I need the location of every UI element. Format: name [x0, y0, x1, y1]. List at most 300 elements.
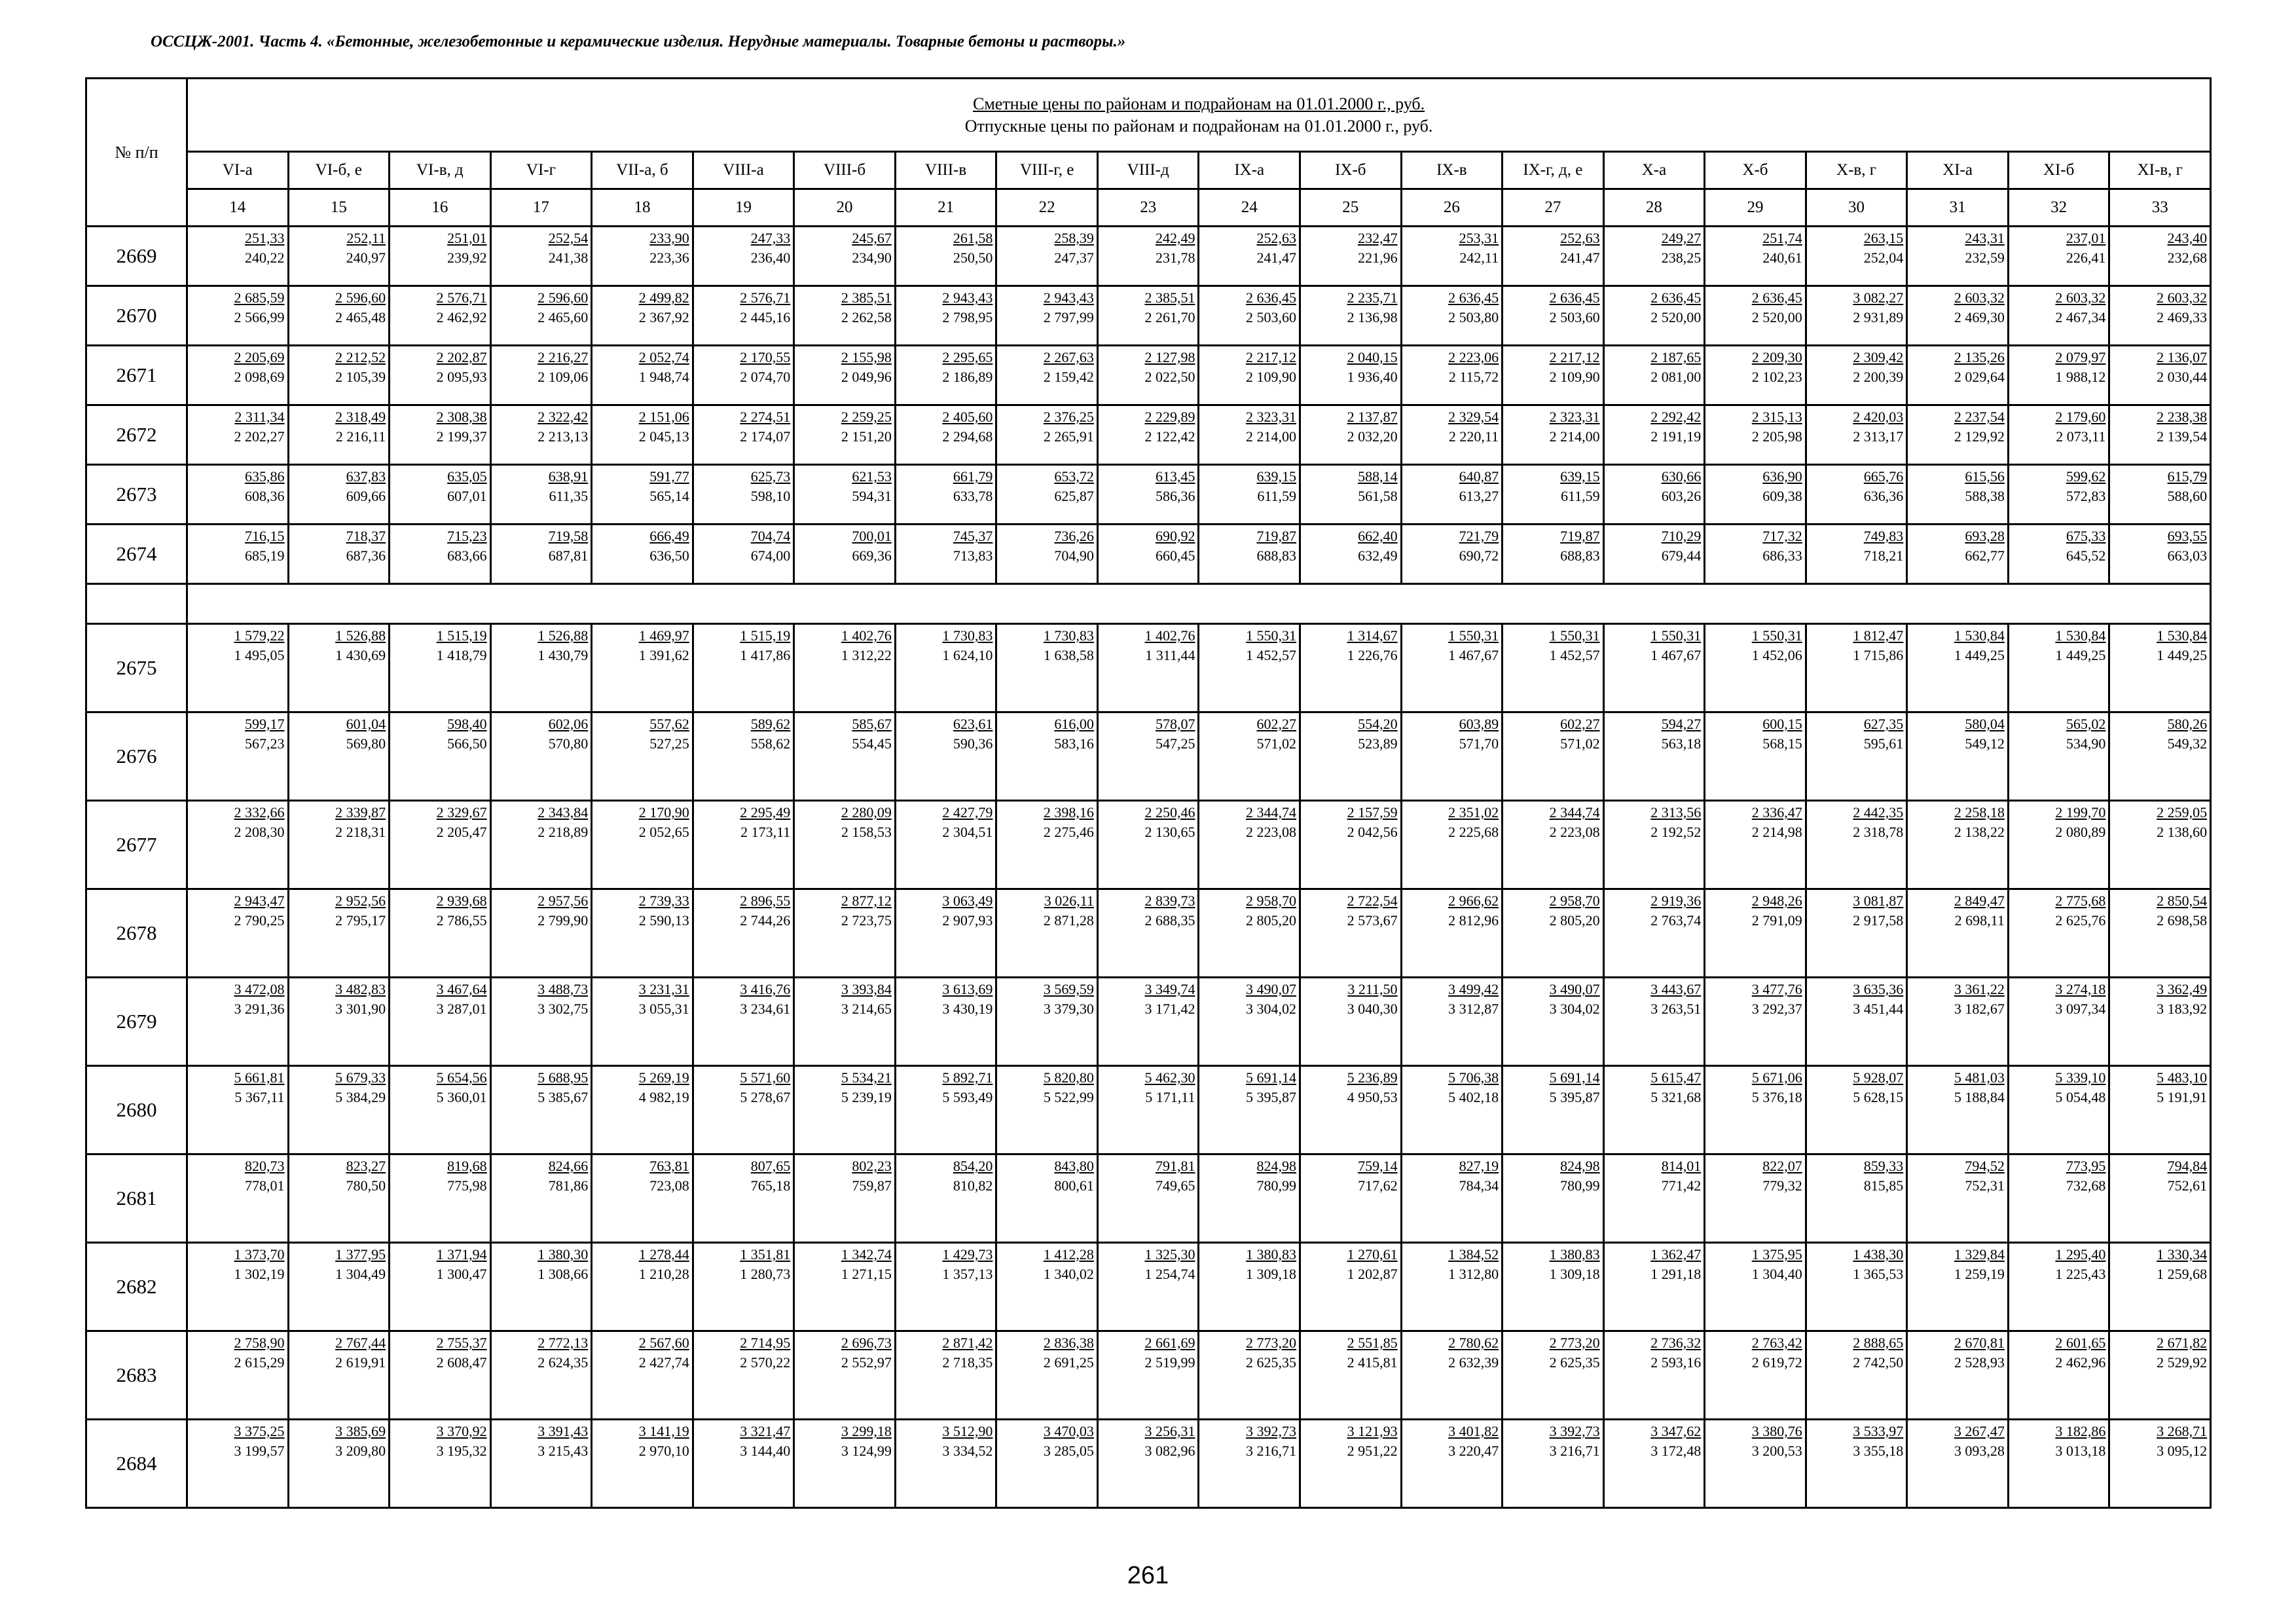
estimate-price: 2 170,90	[638, 804, 689, 821]
estimate-price: 2 836,38	[1043, 1335, 1094, 1351]
column-number: 24	[1199, 189, 1300, 227]
price-cell	[1300, 346, 1402, 405]
price-cell	[1806, 346, 1907, 405]
release-price: 636,50	[649, 547, 689, 564]
release-price: 636,36	[1863, 488, 1904, 504]
price-cell	[1907, 1154, 2009, 1243]
estimate-price: 3 211,50	[1347, 981, 1398, 997]
release-price: 2 469,30	[1954, 309, 2005, 325]
price-cell	[1300, 525, 1402, 584]
estimate-price: 3 490,07	[1549, 981, 1600, 997]
estimate-price: 2 295,65	[942, 349, 993, 365]
estimate-price: 2 209,30	[1751, 349, 1802, 365]
estimate-price: 718,37	[346, 528, 386, 544]
column-number: 23	[1097, 189, 1199, 227]
estimate-price: 1 526,88	[335, 627, 386, 644]
price-cell	[1097, 286, 1199, 346]
release-price: 2 698,58	[2157, 912, 2208, 929]
release-price: 2 205,98	[1751, 428, 1802, 445]
district-header: IX-в	[1401, 152, 1503, 189]
price-cell	[1907, 405, 2009, 465]
release-price: 2 220,11	[1448, 428, 1499, 445]
release-price: 5 593,49	[942, 1089, 993, 1105]
release-price: 633,78	[953, 488, 993, 504]
estimate-price: 602,27	[1256, 716, 1297, 732]
price-cell	[1401, 801, 1503, 889]
price-cell	[693, 1066, 794, 1154]
price-cell	[1503, 889, 1604, 978]
price-cell	[2109, 801, 2211, 889]
price-cell	[1097, 405, 1199, 465]
release-price: 779,32	[1762, 1177, 1802, 1194]
estimate-price: 3 416,76	[740, 981, 791, 997]
release-price: 236,40	[750, 249, 791, 266]
estimate-price: 2 551,85	[1347, 1335, 1398, 1351]
estimate-price: 637,83	[346, 468, 386, 485]
price-cell	[1806, 624, 1907, 712]
estimate-price: 3 488,73	[538, 981, 589, 997]
release-price: 3 144,40	[740, 1443, 791, 1459]
price-cell	[1097, 465, 1199, 525]
price-cell	[1503, 525, 1604, 584]
estimate-price: 3 470,03	[1043, 1423, 1094, 1439]
estimate-price: 5 679,33	[335, 1069, 386, 1086]
release-price: 231,78	[1155, 249, 1195, 266]
release-price: 2 462,92	[436, 309, 487, 325]
estimate-price: 2 888,65	[1853, 1335, 1904, 1351]
estimate-price: 639,15	[1560, 468, 1600, 485]
document-header: ОССЦЖ-2001. Часть 4. «Бетонные, железобетонные и керамические изделия. Нерудные материалы. Товарные бетоны и растворы.»	[151, 33, 1126, 50]
release-price: 2 917,58	[1853, 912, 1904, 929]
column-number: 17	[490, 189, 592, 227]
price-cell	[895, 405, 996, 465]
release-price: 2 045,13	[638, 428, 689, 445]
price-cell	[996, 801, 1098, 889]
estimate-price: 251,74	[1762, 230, 1802, 246]
release-price: 2 907,93	[942, 912, 993, 929]
estimate-price: 2 767,44	[335, 1335, 386, 1351]
release-price: 3 334,52	[942, 1443, 993, 1459]
release-price: 2 519,99	[1144, 1354, 1195, 1371]
estimate-price: 2 442,35	[1853, 804, 1904, 821]
price-cell	[1300, 405, 1402, 465]
price-cell	[390, 525, 491, 584]
release-price: 3 097,34	[2055, 1001, 2106, 1017]
estimate-price: 3 349,74	[1144, 981, 1195, 997]
price-cell	[1097, 1243, 1199, 1331]
price-cell	[490, 712, 592, 801]
estimate-price: 591,77	[649, 468, 689, 485]
estimate-price: 1 377,95	[335, 1246, 386, 1263]
district-header: X-а	[1603, 152, 1705, 189]
price-cell	[1097, 1420, 1199, 1508]
release-price: 241,47	[1560, 249, 1600, 266]
price-cell	[288, 624, 390, 712]
estimate-price: 807,65	[750, 1158, 791, 1174]
price-cell	[288, 712, 390, 801]
release-price: 3 093,28	[1954, 1443, 2005, 1459]
release-price: 5 239,19	[841, 1089, 892, 1105]
release-price: 3 292,37	[1751, 1001, 1802, 1017]
estimate-price: 2 329,54	[1448, 409, 1499, 425]
estimate-price: 603,89	[1459, 716, 1499, 732]
release-price: 2 109,90	[1246, 369, 1297, 385]
estimate-price: 3 347,62	[1650, 1423, 1702, 1439]
estimate-price: 824,98	[1560, 1158, 1600, 1174]
price-cell	[1603, 978, 1705, 1066]
release-price: 547,25	[1155, 735, 1195, 752]
column-number: 27	[1503, 189, 1604, 227]
district-header: VII-а, б	[592, 152, 693, 189]
price-cell	[1401, 286, 1503, 346]
price-cell	[1503, 1243, 1604, 1331]
district-header: IX-г, д, е	[1503, 152, 1604, 189]
release-price: 1 417,86	[740, 647, 791, 663]
release-price: 2 186,89	[942, 369, 993, 385]
estimate-price: 2 420,03	[1853, 409, 1904, 425]
estimate-price: 253,31	[1459, 230, 1499, 246]
estimate-price: 3 274,18	[2055, 981, 2106, 997]
estimate-price: 1 351,81	[740, 1246, 791, 1263]
release-price: 2 698,11	[1954, 912, 2005, 929]
price-cell	[1603, 227, 1705, 286]
release-price: 2 202,27	[234, 428, 285, 445]
price-cell	[1199, 227, 1300, 286]
release-price: 2 529,92	[2157, 1354, 2208, 1371]
estimate-price: 823,27	[346, 1158, 386, 1174]
release-price: 5 376,18	[1751, 1089, 1802, 1105]
estimate-price: 700,01	[852, 528, 892, 544]
estimate-price: 2 773,20	[1549, 1335, 1600, 1351]
release-price: 5 385,67	[538, 1089, 589, 1105]
price-cell	[2109, 405, 2211, 465]
release-price: 2 304,51	[942, 824, 993, 840]
release-price: 2 691,25	[1043, 1354, 1094, 1371]
release-price: 1 467,67	[1650, 647, 1702, 663]
table-row	[86, 624, 2211, 712]
release-price: 1 365,53	[1853, 1266, 1904, 1282]
price-cell	[1705, 1331, 1806, 1420]
release-price: 240,22	[245, 249, 285, 266]
release-price: 2 615,29	[234, 1354, 285, 1371]
row-number: 2674	[86, 525, 187, 584]
price-cell	[1300, 712, 1402, 801]
release-price: 4 950,53	[1347, 1089, 1398, 1105]
release-price: 3 209,80	[335, 1443, 386, 1459]
estimate-price: 5 615,47	[1650, 1069, 1702, 1086]
estimate-price: 2 309,42	[1853, 349, 1904, 365]
estimate-price: 1 380,83	[1246, 1246, 1297, 1263]
price-cell	[1603, 1331, 1705, 1420]
price-table-body	[86, 79, 2211, 1508]
price-cell	[1401, 1154, 1503, 1243]
release-price: 625,87	[1054, 488, 1094, 504]
price-cell	[1603, 1420, 1705, 1508]
price-cell	[1199, 978, 1300, 1066]
release-price: 594,31	[852, 488, 892, 504]
estimate-price: 1 530,84	[2055, 627, 2106, 644]
estimate-price: 636,90	[1762, 468, 1802, 485]
estimate-price: 2 696,73	[841, 1335, 892, 1351]
price-cell	[2109, 978, 2211, 1066]
release-price: 1 259,19	[1954, 1266, 2005, 1282]
release-price: 704,90	[1054, 547, 1094, 564]
row-number: 2675	[86, 624, 187, 712]
estimate-price: 1 402,76	[841, 627, 892, 644]
release-price: 2 174,07	[740, 428, 791, 445]
price-cell	[1503, 286, 1604, 346]
release-price: 558,62	[750, 735, 791, 752]
estimate-price: 2 237,54	[1954, 409, 2005, 425]
estimate-price: 1 329,84	[1954, 1246, 2005, 1263]
estimate-price: 1 371,94	[436, 1246, 487, 1263]
district-header: VIII-б	[794, 152, 896, 189]
release-price: 2 136,98	[1347, 309, 1398, 325]
estimate-price: 2 839,73	[1144, 893, 1195, 909]
price-cell	[2109, 1331, 2211, 1420]
estimate-price: 1 550,31	[1650, 627, 1702, 644]
release-price: 3 200,53	[1751, 1443, 1802, 1459]
estimate-price: 3 467,64	[436, 981, 487, 997]
release-price: 780,99	[1560, 1177, 1600, 1194]
price-cell	[1806, 801, 1907, 889]
release-price: 2 214,00	[1549, 428, 1600, 445]
price-cell	[794, 1243, 896, 1331]
estimate-price: 2 636,45	[1650, 289, 1702, 306]
estimate-price: 2 217,12	[1549, 349, 1600, 365]
release-price: 1 936,40	[1347, 369, 1398, 385]
estimate-price: 258,39	[1054, 230, 1094, 246]
release-price: 2 427,74	[638, 1354, 689, 1371]
estimate-price: 249,27	[1661, 230, 1702, 246]
estimate-price: 2 958,70	[1549, 893, 1600, 909]
price-cell	[794, 405, 896, 465]
release-price: 1 271,15	[841, 1266, 892, 1282]
estimate-price: 2 127,98	[1144, 349, 1195, 365]
release-price: 5 321,68	[1650, 1089, 1702, 1105]
release-price: 2 798,95	[942, 309, 993, 325]
price-cell	[1603, 1154, 1705, 1243]
release-price: 2 632,39	[1448, 1354, 1499, 1371]
estimate-price: 2 958,70	[1246, 893, 1297, 909]
price-cell	[592, 286, 693, 346]
price-cell	[2008, 624, 2109, 712]
release-price: 586,36	[1155, 488, 1195, 504]
release-price: 250,50	[953, 249, 993, 266]
price-cell	[794, 1420, 896, 1508]
estimate-price: 859,33	[1863, 1158, 1904, 1174]
district-header: XI-б	[2008, 152, 2109, 189]
price-cell	[895, 525, 996, 584]
release-price: 1 624,10	[942, 647, 993, 663]
release-price: 669,36	[852, 547, 892, 564]
release-price: 3 013,18	[2055, 1443, 2106, 1459]
price-cell	[390, 1154, 491, 1243]
row-number: 2678	[86, 889, 187, 978]
estimate-price: 2 755,37	[436, 1335, 487, 1351]
estimate-price: 3 182,86	[2055, 1423, 2106, 1439]
price-cell	[1401, 465, 1503, 525]
price-cell	[1401, 712, 1503, 801]
release-price: 3 095,12	[2157, 1443, 2208, 1459]
column-number: 18	[592, 189, 693, 227]
release-price: 685,19	[245, 547, 285, 564]
release-price: 660,45	[1155, 547, 1195, 564]
estimate-price: 601,04	[346, 716, 386, 732]
release-price: 1 304,40	[1751, 1266, 1802, 1282]
release-price: 2 520,00	[1650, 309, 1702, 325]
estimate-price: 2 596,60	[335, 289, 386, 306]
estimate-price: 1 530,84	[1954, 627, 2005, 644]
estimate-price: 1 469,97	[638, 627, 689, 644]
estimate-price: 2 212,52	[335, 349, 386, 365]
release-price: 2 052,65	[638, 824, 689, 840]
estimate-price: 2 763,42	[1751, 1335, 1802, 1351]
row-number: 2684	[86, 1420, 187, 1508]
release-price: 2 318,78	[1853, 824, 1904, 840]
price-cell	[996, 1154, 1098, 1243]
table-row	[86, 346, 2211, 405]
price-cell	[1705, 227, 1806, 286]
estimate-price: 5 483,10	[2157, 1069, 2208, 1086]
price-cell	[1503, 624, 1604, 712]
estimate-price: 1 550,31	[1751, 627, 1802, 644]
release-price: 2 218,89	[538, 824, 589, 840]
price-cell	[288, 1066, 390, 1154]
district-header: VI-б, е	[288, 152, 390, 189]
row-number: 2671	[86, 346, 187, 405]
price-cell	[1300, 1420, 1402, 1508]
estimate-price: 749,83	[1863, 528, 1904, 544]
release-price: 5 171,11	[1145, 1089, 1195, 1105]
column-number: 28	[1603, 189, 1705, 227]
estimate-price: 3 401,82	[1448, 1423, 1499, 1439]
release-price: 3 234,61	[740, 1001, 791, 1017]
price-cell	[2008, 1243, 2109, 1331]
release-price: 5 278,67	[740, 1089, 791, 1105]
release-price: 2 199,37	[436, 428, 487, 445]
release-price: 2 081,00	[1650, 369, 1702, 385]
estimate-price: 2 323,31	[1246, 409, 1297, 425]
price-cell	[187, 712, 289, 801]
estimate-price: 2 323,31	[1549, 409, 1600, 425]
price-cell	[2008, 346, 2109, 405]
release-price: 1 259,68	[2157, 1266, 2208, 1282]
release-price: 2 624,35	[538, 1354, 589, 1371]
release-price: 3 215,43	[538, 1443, 589, 1459]
table-row	[86, 801, 2211, 889]
estimate-price: 2 948,26	[1751, 893, 1802, 909]
release-price: 3 055,31	[638, 1001, 689, 1017]
release-price: 571,70	[1459, 735, 1499, 752]
price-cell	[2008, 1331, 2109, 1420]
price-cell	[2008, 405, 2109, 465]
estimate-price: 2 943,43	[942, 289, 993, 306]
estimate-price: 2 772,13	[538, 1335, 589, 1351]
release-price: 3 285,05	[1043, 1443, 1094, 1459]
release-price: 611,35	[549, 488, 589, 504]
estimate-price: 2 344,74	[1549, 804, 1600, 821]
release-price: 2 503,60	[1246, 309, 1297, 325]
price-cell	[1097, 712, 1199, 801]
price-cell	[288, 1243, 390, 1331]
estimate-price: 565,02	[2066, 716, 2106, 732]
price-cell	[288, 286, 390, 346]
estimate-price: 5 462,30	[1144, 1069, 1195, 1086]
release-price: 2 192,52	[1650, 824, 1702, 840]
price-cell	[490, 1420, 592, 1508]
release-price: 1 418,79	[436, 647, 487, 663]
release-price: 3 302,75	[538, 1001, 589, 1017]
estimate-price: 2 052,74	[638, 349, 689, 365]
estimate-price: 665,76	[1863, 468, 1904, 485]
release-price: 2 214,98	[1751, 824, 1802, 840]
release-price: 1 357,13	[942, 1266, 993, 1282]
estimate-price: 2 332,66	[234, 804, 285, 821]
release-price: 607,01	[447, 488, 487, 504]
release-price: 2 191,19	[1650, 428, 1702, 445]
estimate-price: 2 280,09	[841, 804, 892, 821]
price-cell	[794, 1154, 896, 1243]
estimate-price: 3 635,36	[1853, 981, 1904, 997]
estimate-price: 719,87	[1256, 528, 1297, 544]
price-cell	[187, 1066, 289, 1154]
release-price: 2 528,93	[1954, 1354, 2005, 1371]
column-number: 22	[996, 189, 1098, 227]
row-number-header: № п/п	[86, 79, 187, 227]
estimate-price: 243,31	[1965, 230, 2005, 246]
estimate-price: 2 775,68	[2055, 893, 2106, 909]
estimate-price: 3 256,31	[1144, 1423, 1195, 1439]
estimate-price: 3 026,11	[1044, 893, 1094, 909]
estimate-price: 5 269,19	[638, 1069, 689, 1086]
estimate-price: 661,79	[953, 468, 993, 485]
estimate-price: 2 376,25	[1043, 409, 1094, 425]
release-price: 566,50	[447, 735, 487, 752]
price-cell	[2109, 1243, 2211, 1331]
price-cell	[187, 1420, 289, 1508]
release-price: 2 022,50	[1144, 369, 1195, 385]
estimate-price: 1 373,70	[234, 1246, 285, 1263]
price-cell	[1806, 227, 1907, 286]
price-cell	[288, 889, 390, 978]
price-cell	[1603, 624, 1705, 712]
price-cell	[592, 525, 693, 584]
release-price: 3 182,67	[1954, 1001, 2005, 1017]
price-cell	[187, 978, 289, 1066]
release-price: 232,59	[1965, 249, 2005, 266]
table-row	[86, 1331, 2211, 1420]
price-cell	[592, 801, 693, 889]
table-row	[86, 525, 2211, 584]
price-cell	[1806, 712, 1907, 801]
release-price: 778,01	[245, 1177, 285, 1194]
estimate-price: 2 315,13	[1751, 409, 1802, 425]
price-cell	[794, 978, 896, 1066]
estimate-price: 557,62	[649, 716, 689, 732]
price-cell	[1300, 801, 1402, 889]
price-cell	[1806, 286, 1907, 346]
price-cell	[1907, 1243, 2009, 1331]
price-cell	[693, 227, 794, 286]
district-header: VI-а	[187, 152, 289, 189]
release-price: 2 469,33	[2157, 309, 2208, 325]
release-price: 781,86	[548, 1177, 589, 1194]
estimate-price: 3 482,83	[335, 981, 386, 997]
price-cell	[390, 978, 491, 1066]
estimate-price: 233,90	[649, 230, 689, 246]
estimate-price: 1 314,67	[1347, 627, 1398, 644]
